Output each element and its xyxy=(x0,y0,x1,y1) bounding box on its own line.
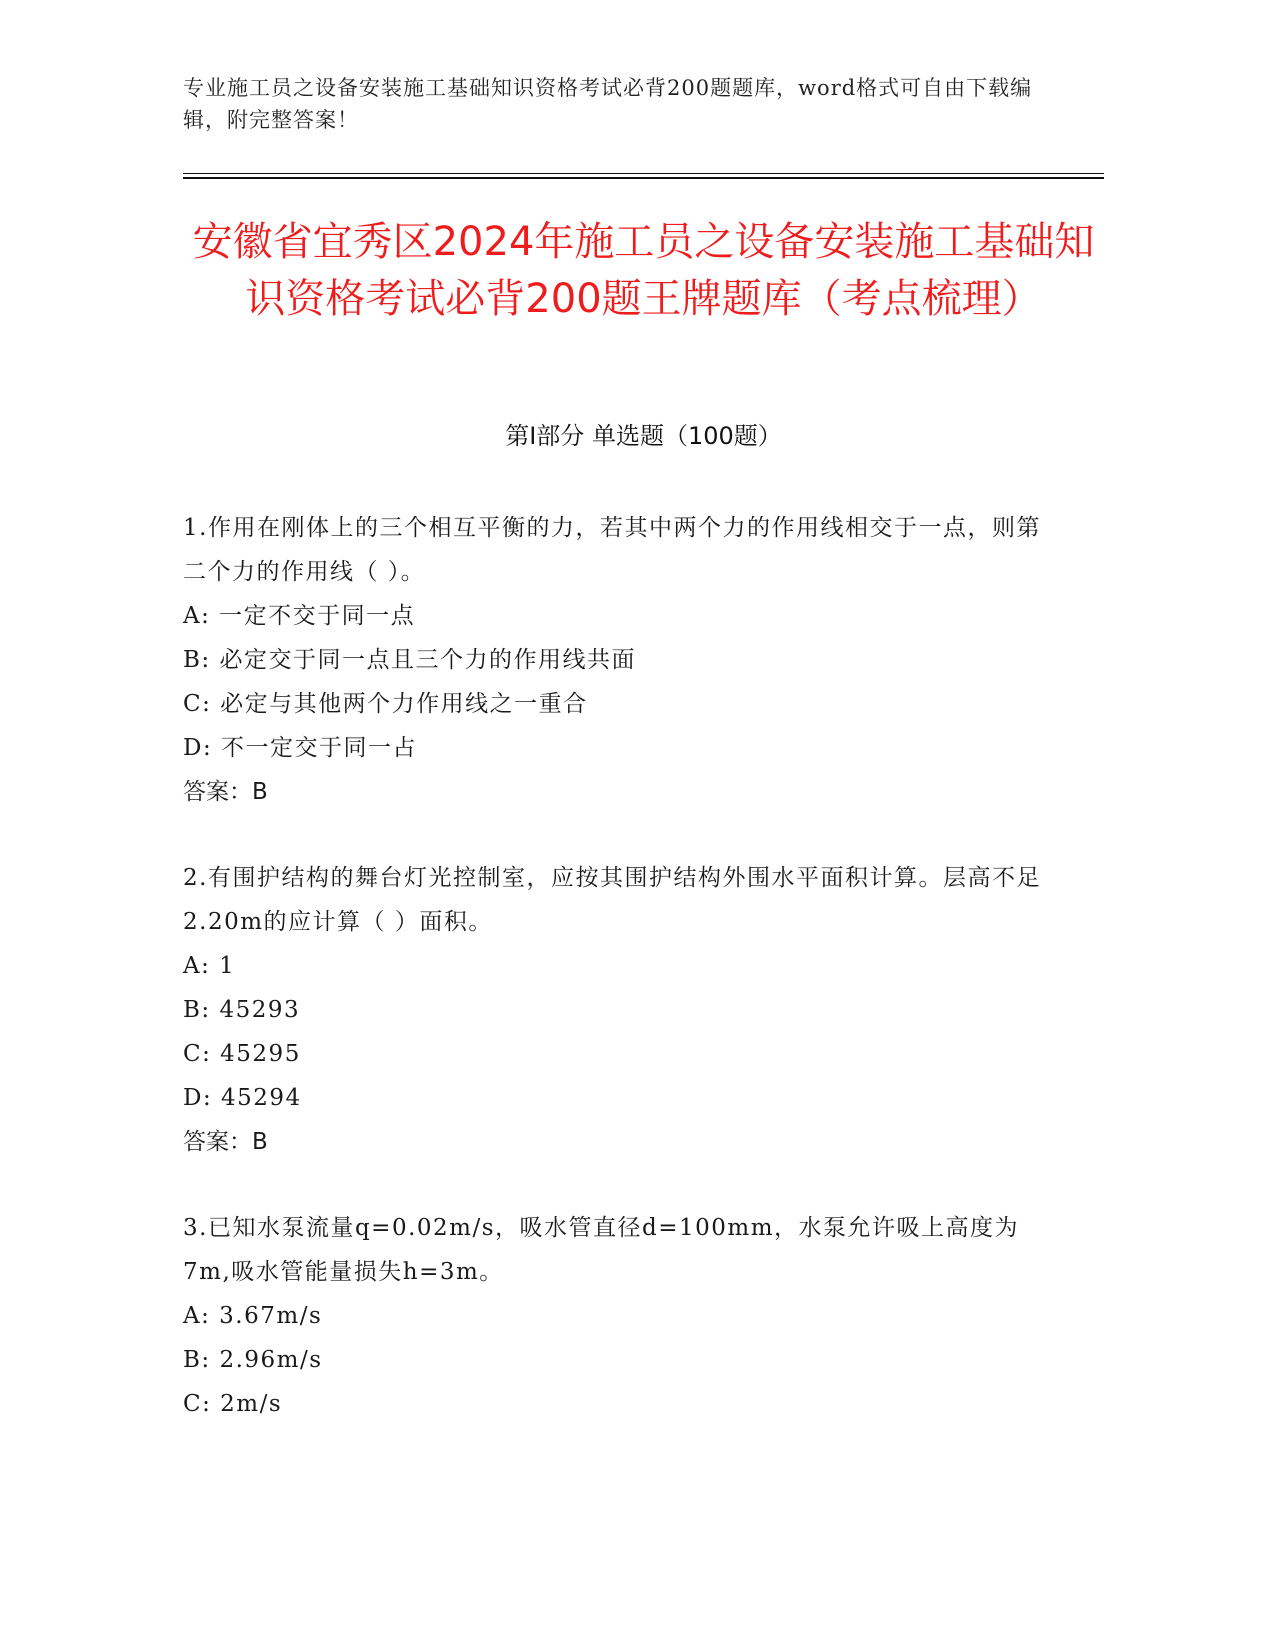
option-b: B: 45293 xyxy=(183,997,301,1023)
option-c: C: 2m/s xyxy=(183,1391,283,1417)
option-b: B: 2.96m/s xyxy=(183,1347,323,1373)
option-a: A: 3.67m/s xyxy=(183,1303,323,1329)
answer: 答案：B xyxy=(183,1129,268,1155)
question-3 xyxy=(183,1206,1063,1426)
section-title: 第I部分 单选题（100题） xyxy=(505,422,782,450)
question-list xyxy=(183,506,1063,1468)
question-stem: 2.有围护结构的舞台灯光控制室，应按其围护结构外围水平面积计算。层高不足2.20m的应计算（ ）面积。 xyxy=(183,865,1041,935)
header-note: 专业施工员之设备安装施工基础知识资格考试必背200题题库，word格式可自由下载编辑，附完整答案！ xyxy=(183,76,1033,132)
header-divider-thin xyxy=(183,173,1104,174)
question-stem: 3.已知水泵流量q=0.02m/s，吸水管直径d=100mm，水泵允许吸上高度为7m,吸水管能量损失h=3m。 xyxy=(183,1215,1020,1285)
option-d: D: 45294 xyxy=(183,1085,302,1111)
question-1 xyxy=(183,506,1063,814)
header-divider-thick xyxy=(183,177,1104,179)
question-2 xyxy=(183,856,1063,1164)
option-c: C: 必定与其他两个力作用线之一重合 xyxy=(183,691,588,717)
option-a: A: 一定不交于同一点 xyxy=(183,603,416,629)
option-d: D: 不一定交于同一占 xyxy=(183,735,418,761)
option-a: A: 1 xyxy=(183,953,236,979)
question-stem: 1.作用在刚体上的三个相互平衡的力，若其中两个力的作用线相交于一点，则第二个力的作用线（ ）。 xyxy=(183,515,1041,585)
answer: 答案：B xyxy=(183,779,268,805)
document-title: 安徽省宜秀区2024年施工员之设备安装施工基础知识资格考试必背200题王牌题库（考点梳理） xyxy=(192,219,1095,322)
option-b: B: 必定交于同一点且三个力的作用线共面 xyxy=(183,647,636,673)
option-c: C: 45295 xyxy=(183,1041,301,1067)
